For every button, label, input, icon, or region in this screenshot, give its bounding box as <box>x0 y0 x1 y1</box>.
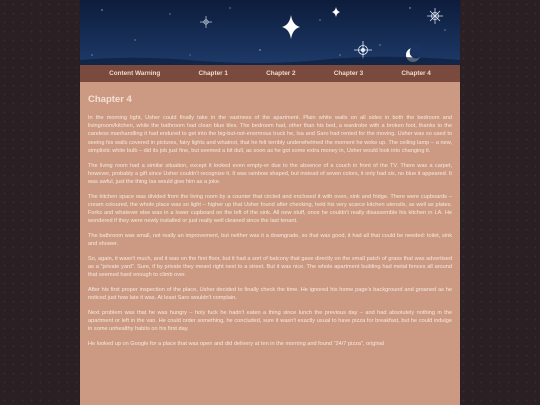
chapter-content <box>80 82 460 405</box>
header-banner <box>80 0 460 65</box>
chapter-paragraph: So, again, it wasn't much, and it was on the first floor, but it had a sort of balcony that gave directly on the small patch of grass that was advertised as a “private yard”. Sure, if by private they meant right next to a street. But it was nice. The whole apartment building had metal fences all around that seemed hard enough to climb over. <box>88 255 452 279</box>
chapter-paragraph: The bathroom was small, not really an improvement, but neither was it a downgrade, so that was good, it had all that could be needed: toilet, sink and shower. <box>88 232 452 248</box>
chapter-nav <box>80 65 460 82</box>
hills-silhouette <box>80 57 460 65</box>
chapter-paragraph: Next problem was that he was hungry – holy fuck he hadn't eaten a thing since lunch the previous day – and had absolutely nothing in the apartment or left in the van. He could order something, he concluded, sure it wasn't exactly usual to have pizza for breakfast, but he could indulge in some unhealthy habits on his first day. <box>88 309 452 333</box>
nav-link-chapter-1[interactable]: Chapter 1 <box>198 70 228 77</box>
chapter-title: Chapter 4 <box>88 94 132 105</box>
chapter-paragraph: The kitchen space was divided from the living room by a counter that circled and enclosed it with oven, sink and fridge. There were cupboards – cream coloured, the whole place was so light – higher up that Usher found after checking, held his very scarce kitchen utensils, as well as plates. Forks and whatever else was in a lower cupboard on the left of the sink. All new stuff, once he couldn't really disassemble his kitchen in LA. He wondered if they were newly installed or just really well cleaned since the last tenant. <box>88 193 452 225</box>
chapter-paragraph: The living room had a similar situation, except it looked even empty-er due to the absence of a couch in front of the TV. There was a carpet, however, probably a gift since Usher couldn't recognize it. It was rainbow shaped, but instead of seven colors, it only had six, no blue it appeared. It was awful, just the thing Isa would give him as a joke. <box>88 162 452 185</box>
crosshair-star-icon <box>354 41 372 59</box>
page-container <box>80 0 460 405</box>
background-stars <box>91 7 445 55</box>
chapter-paragraph: He looked up on Google for a place that was open and did delivery at ten in the morning and found “24/7 pizza”, original <box>88 340 385 347</box>
nav-link-chapter-4[interactable]: Chapter 4 <box>401 70 431 77</box>
chapter-paragraph: After his first proper inspection of the place, Usher decided to finally check the time. He ignored his home page's background and groaned as he noticed just how late it was. At least Saro wouldn't complain. <box>88 286 452 302</box>
nav-link-content-warning[interactable]: Content Warning <box>109 70 161 77</box>
sparkle-star-icon <box>282 15 300 39</box>
nav-link-chapter-3[interactable]: Chapter 3 <box>333 70 364 77</box>
sparkle-star-icon <box>332 7 340 17</box>
crosshair-star-icon <box>427 8 443 24</box>
nav-link-chapter-2[interactable]: Chapter 2 <box>266 70 296 77</box>
night-sky-illustration <box>80 0 460 65</box>
chapter-paragraph: In the morning light, Usher could finally take in the vastness of the apartment. Plain white walls on all sides in both the bedroom and livingroom/kitchen, while the bathroom had clean blue tiles. The bedroom had, other than his bed, a wardrobe with a broken foot, thanks to the careless manhandling it had endured to get into the big-but-not-enormous truck he, Isa and Saro had rented for the moving. Usher was so used to seeing his walls covered in pictures, fairy lights and whatnot, that he felt terribly underwhelmed the moment he woke up. The ceiling lamp – a new, simplistic white bulb – did its job just fine, but seemed a bit dull, as soon as he got some extra money in, Usher would look into changing it. <box>88 115 452 154</box>
small-star-icon <box>200 16 212 28</box>
